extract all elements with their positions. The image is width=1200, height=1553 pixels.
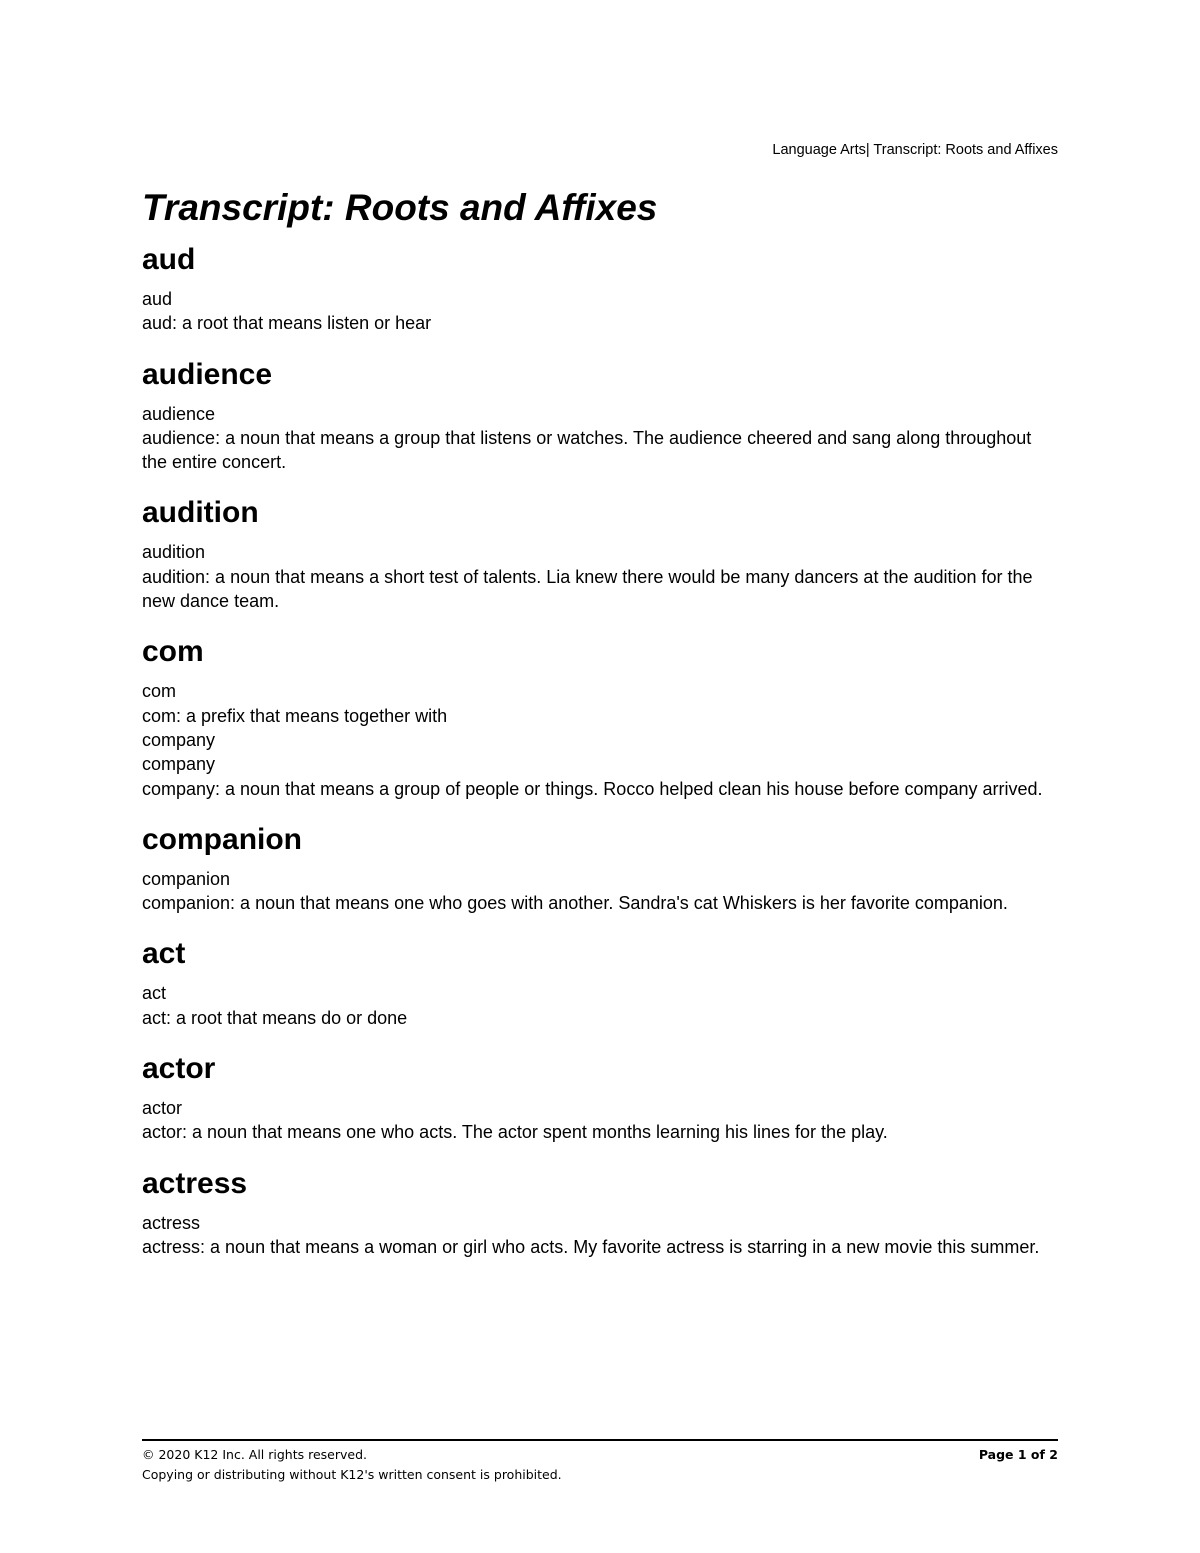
entry-6: [142, 1050, 1058, 1145]
entry-heading: audience: [142, 357, 273, 391]
entry-line: aud: [142, 289, 173, 309]
entry-heading: actor: [142, 1052, 216, 1086]
entry-heading: audition: [142, 496, 259, 530]
entry-line: company: [142, 754, 216, 775]
copy-notice: Copying or distributing without K12's written consent is prohibited.: [142, 1467, 562, 1482]
entry-heading: companion: [142, 822, 303, 856]
entry-3: [142, 633, 1058, 800]
entry-line: act: [142, 983, 167, 1004]
running-header: Language Arts| Transcript: Roots and Affixes: [772, 142, 1058, 158]
entry-line: actor: [142, 1098, 183, 1119]
entry-line: actress: a noun that means a woman or girl who acts. My favorite actress is starring in a new movie this summer.: [142, 1236, 1040, 1257]
document-title: Transcript: Roots and Affixes: [142, 187, 658, 228]
entry-line: audience: a noun that means a group that listens or watches. The audience cheered and sang along throughout the entire concert.: [142, 427, 1032, 473]
entry-heading: com: [142, 635, 204, 669]
entry-5: [142, 935, 1058, 1030]
entry-line: companion: a noun that means one who goes with another. Sandra's cat Whiskers is her favorite companion.: [142, 893, 1008, 914]
entry-line: act: a root that means do or done: [142, 1007, 408, 1028]
footer-row: [142, 1446, 1058, 1463]
entry-line: companion: [142, 868, 231, 889]
entry-2: [142, 494, 1058, 613]
document-body: [142, 184, 1058, 1279]
entry-line: audition: [142, 542, 206, 563]
entry-4: [142, 821, 1058, 916]
entry-line: audition: a noun that means a short test of talents. Lia knew there would be many dancers at the audition for the new dance team.: [142, 566, 1033, 612]
entry-line: actress: [142, 1212, 201, 1233]
entry-line: audience: [142, 403, 216, 424]
page-number: Page 1 of 2: [978, 1447, 1058, 1462]
entry-line: aud: a root that means listen or hear: [142, 313, 432, 334]
entry-line: com: a prefix that means together with: [142, 705, 448, 726]
entry-line: com: [142, 681, 177, 702]
entry-1: [142, 356, 1058, 475]
entry-line: actor: a noun that means one who acts. The actor spent months learning his lines for the play.: [142, 1122, 888, 1143]
entry-heading: actress: [142, 1166, 248, 1200]
entry-line: company: [142, 729, 216, 750]
page-footer: [142, 1439, 1058, 1483]
entry-list: [142, 241, 1058, 1259]
entry-7: [142, 1165, 1058, 1260]
entry-heading: aud: [142, 243, 196, 276]
entry-heading: act: [142, 937, 186, 971]
entry-0: [142, 241, 1058, 336]
copyright-text: © 2020 K12 Inc. All rights reserved.: [142, 1447, 367, 1462]
entry-line: company: a noun that means a group of people or things. Rocco helped clean his house before company arrived.: [142, 778, 1043, 799]
